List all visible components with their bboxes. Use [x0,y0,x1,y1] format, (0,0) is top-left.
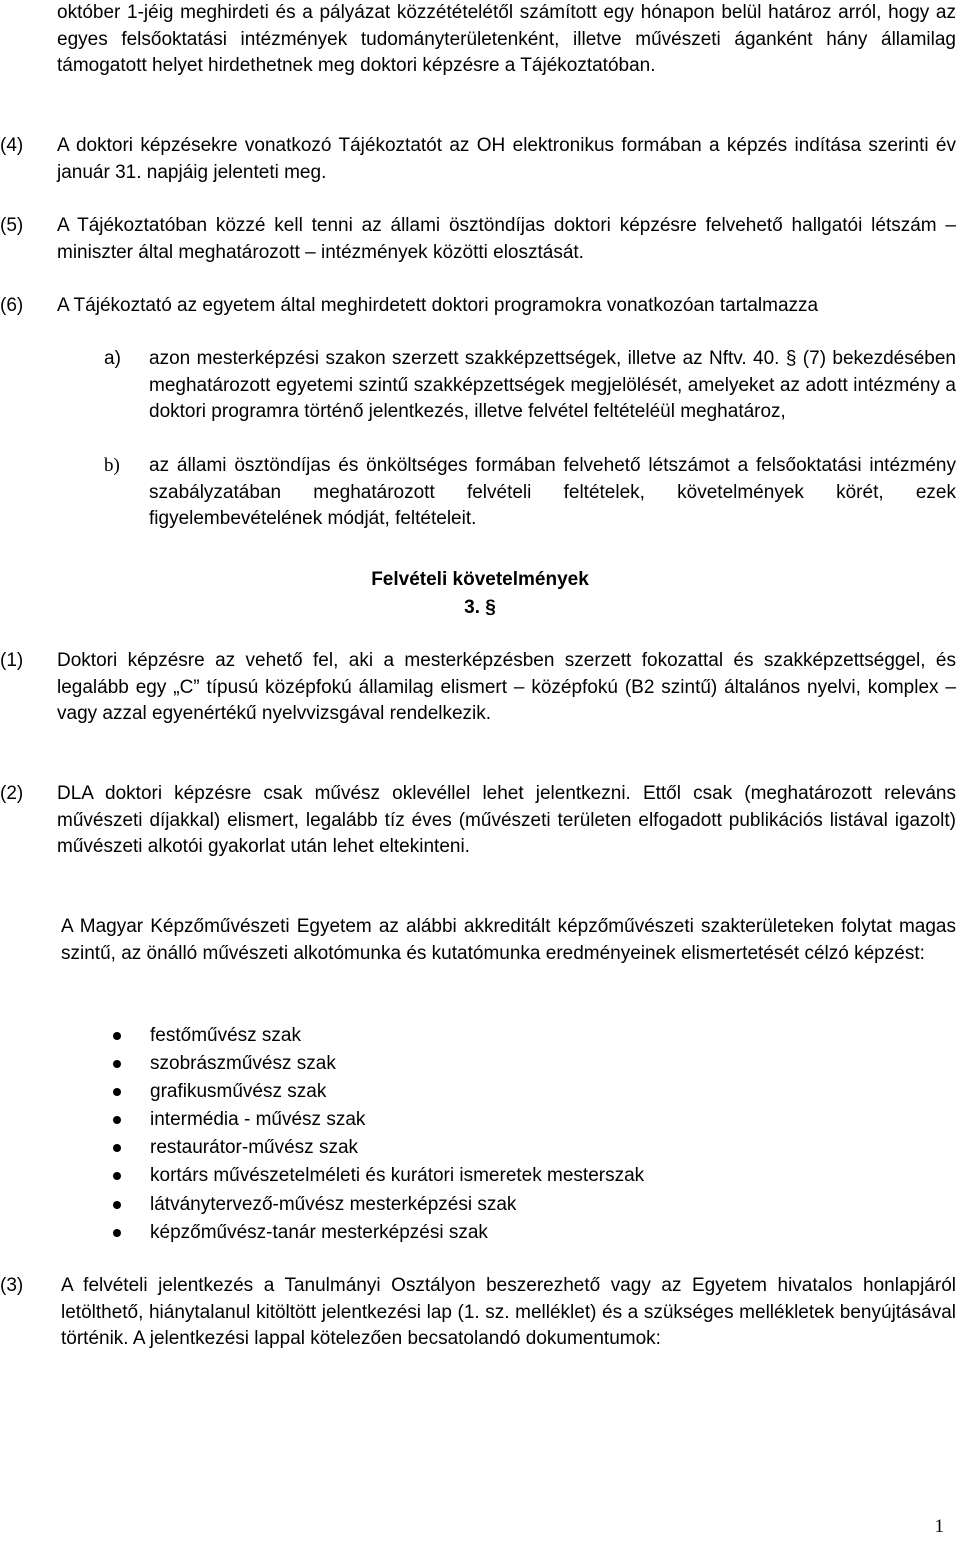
list-item: látványtervező-művész mesterképzési szak [110,1191,644,1219]
bullet-icon [113,1144,121,1152]
list-item: szobrászművész szak [110,1050,644,1078]
paragraph-number: (5) [0,215,24,236]
program-list [110,1022,644,1247]
section-number: 3. § [464,597,496,618]
subitem-text: az állami ösztöndíjas és önköltséges formában felvehető létszámot a felsőoktatási intézmény szabályzatában meghatározott felvételi feltételek, követelmények körét, ezek figyelembevételének módját, feltételeit. [149,455,956,530]
section-paragraph-1 [0,648,956,728]
paragraph-text: A Tájékoztató az egyetem által meghirdetett doktori programokra vonatkozóan tartalmazza [57,295,819,316]
paragraph-5 [0,213,956,266]
paragraph-text: DLA doktori képzésre csak művész oklevéllel lehet jelentkezni. Ettől csak (meghatározott releváns művészeti díjakkal) elismert, legalább tíz éves (művészeti területen elfogadott publikációs listával igazolt) művészeti alkotói gyakorlat után lehet eltekinteni. [57,783,956,858]
paragraph-text: Doktori képzésre az vehető fel, aki a mesterképzésben szerzett fokozattal és szakképzettséggel, és legalább egy „C” típusú középfokú államilag elismert – középfokú (B2 szintű) általános nyelvi, komplex – vagy azzal egyenértékű nyelvvizsgával rendelkezik. [57,650,956,725]
subitem-b [104,453,956,533]
page-number: 1 [934,1516,944,1537]
section-title: Felvételi követelmények [371,569,589,590]
list-item: kortárs művészetelméleti és kurátori ismeretek mesterszak [110,1162,644,1190]
paragraph-number: (2) [0,783,24,804]
list-item: festőművész szak [110,1022,644,1050]
subitem-label: a) [104,348,121,369]
paragraph-number: (4) [0,135,24,156]
intro-paragraph: október 1-jéig meghirdeti és a pályázat közzétételétől számított egy hónapon belül határoz arról, hogy az egyes felsőoktatási intézmények tudományterületenként, illetve művészeti áganként hány államilag támogatott helyet hirdethetnek meg doktori képzésre a Tájékoztatóban. [57,2,956,77]
list-item: képzőművész-tanár mesterképzési szak [110,1219,644,1247]
subitem-label: b) [104,455,120,476]
bullet-icon [113,1116,121,1124]
paragraph-number: (1) [0,650,24,671]
section-paragraph-2 [0,781,956,861]
paragraph-text: A felvételi jelentkezés a Tanulmányi Osztályon beszerezhető vagy az Egyetem hivatalos honlapjáról letölthető, hiánytalanul kitöltött jelentkezési lap (1. sz. melléklet) és a szükséges mellékletek benyújtásával történik. A jelentkezési lappal kötelezően becsatolandó dokumentumok: [61,1275,956,1350]
bullet-icon [113,1060,121,1068]
bullet-icon [113,1229,121,1237]
bullet-icon [113,1201,121,1209]
subitem-a [104,346,956,426]
subitem-text: azon mesterképzési szakon szerzett szakképzettségek, illetve az Nftv. 40. § (7) bekezdésében meghatározott egyetemi szintű szakképzettségek megjelölését, amelyeket az adott intézmény a doktori programra történő jelentkezés, illetve felvétel feltételéül meghatároz, [149,348,956,423]
paragraph-text: A doktori képzésekre vonatkozó Tájékoztatót az OH elektronikus formában a képzés indítása szerinti év január 31. napjáig jelenteti meg. [57,135,956,183]
university-paragraph: A Magyar Képzőművészeti Egyetem az alábbi akkreditált képzőművészeti szakterületeken folytat magas szintű, az önálló művészeti alkotómunka és kutatómunka eredményeinek elismertetését célzó képzést: [61,916,956,964]
list-item: grafikusművész szak [110,1078,644,1106]
paragraph-text: A Tájékoztatóban közzé kell tenni az állami ösztöndíjas doktori képzésre felvehető hallgatói létszám – miniszter által meghatározott – intézmények közötti elosztását. [57,215,956,263]
list-item: intermédia - művész szak [110,1106,644,1134]
list-item: restaurátor-művész szak [110,1134,644,1162]
bullet-icon [113,1032,121,1040]
paragraph-6 [0,293,956,320]
paragraph-number: (3) [0,1275,24,1296]
bullet-icon [113,1088,121,1096]
paragraph-number: (6) [0,295,24,316]
paragraph-4 [0,133,956,186]
final-paragraph-3 [0,1273,956,1353]
bullet-icon [113,1172,121,1180]
